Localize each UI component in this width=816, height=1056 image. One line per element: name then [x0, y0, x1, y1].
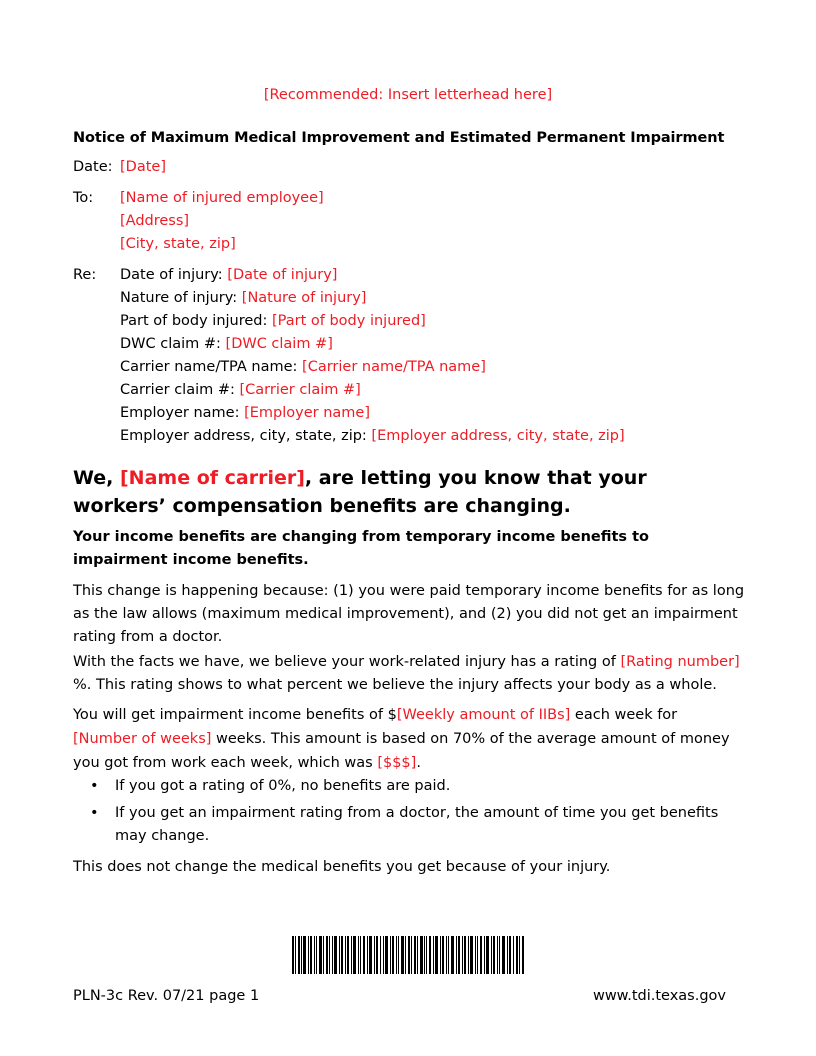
paragraph-benefits: You will get impairment income benefits of $[Weekly amount of IIBs] each week for [Number of weeks] weeks. This amount is based on 70% of the average amount of money you got from work each week, which was [$$$].	[73, 707, 730, 771]
footer-form-number: PLN-3c Rev. 07/21 page 1	[73, 988, 260, 1004]
paragraph-reason: This change is happening because: (1) you were paid temporary income benefits for as long as the law allows (maximum medical improvement), and (2) you did not get an impairment rating from a doctor.	[73, 583, 745, 645]
letterhead-placeholder: [Recommended: Insert letterhead here]	[263, 87, 553, 103]
barcode-image	[292, 936, 524, 974]
to-label: To:	[73, 190, 94, 206]
re-item: Carrier name/TPA name: [Carrier name/TPA name]	[120, 359, 486, 375]
to-address: [Address]	[120, 213, 190, 229]
paragraph-medical: This does not change the medical benefits you get because of your injury.	[73, 859, 611, 875]
re-item: Carrier claim #: [Carrier claim #]	[120, 382, 361, 398]
weeks-placeholder: [Number of weeks]	[73, 731, 212, 747]
list-item: • If you got a rating of 0%, no benefits are paid.	[90, 778, 451, 794]
re-item: DWC claim #: [DWC claim #]	[120, 336, 333, 352]
paragraph-rating: With the facts we have, we believe your work-related injury has a rating of [Rating number] %. This rating shows to what percent we believe the injury affects your body as a whole.	[73, 654, 740, 693]
re-item: Date of injury: [Date of injury]	[120, 267, 338, 283]
subheading: Your income benefits are changing from temporary income benefits to impairment income benefits.	[73, 529, 650, 568]
re-item: Nature of injury: [Nature of injury]	[120, 290, 367, 306]
footer-website: www.tdi.texas.gov	[592, 988, 726, 1004]
bullet-list	[73, 775, 743, 852]
date-row	[73, 156, 166, 179]
re-label: Re:	[73, 267, 97, 283]
to-name: [Name of injured employee]	[120, 190, 324, 206]
average-amount-placeholder: [$$$]	[377, 755, 417, 771]
re-item: Employer name: [Employer name]	[120, 405, 370, 421]
headline: We, [Name of carrier], are letting you know that your workers’ compensation benefits are changing.	[73, 467, 647, 517]
carrier-name-placeholder: [Name of carrier]	[120, 467, 305, 489]
re-block	[73, 264, 625, 448]
rating-placeholder: [Rating number]	[620, 654, 740, 670]
notice-title: Notice of Maximum Medical Improvement and Estimated Permanent Impairment	[73, 130, 725, 146]
re-item: Employer address, city, state, zip: [Employer address, city, state, zip]	[120, 428, 625, 444]
weekly-amount-placeholder: [Weekly amount of IIBs]	[396, 707, 571, 723]
date-label: Date:	[73, 159, 113, 175]
to-city-state-zip: [City, state, zip]	[120, 236, 236, 252]
re-item: Part of body injured: [Part of body injured]	[120, 313, 426, 329]
list-item: • If you get an impairment rating from a doctor, the amount of time you get benefits may change.	[90, 805, 719, 844]
date-value: [Date]	[120, 159, 166, 175]
to-block	[73, 187, 324, 256]
